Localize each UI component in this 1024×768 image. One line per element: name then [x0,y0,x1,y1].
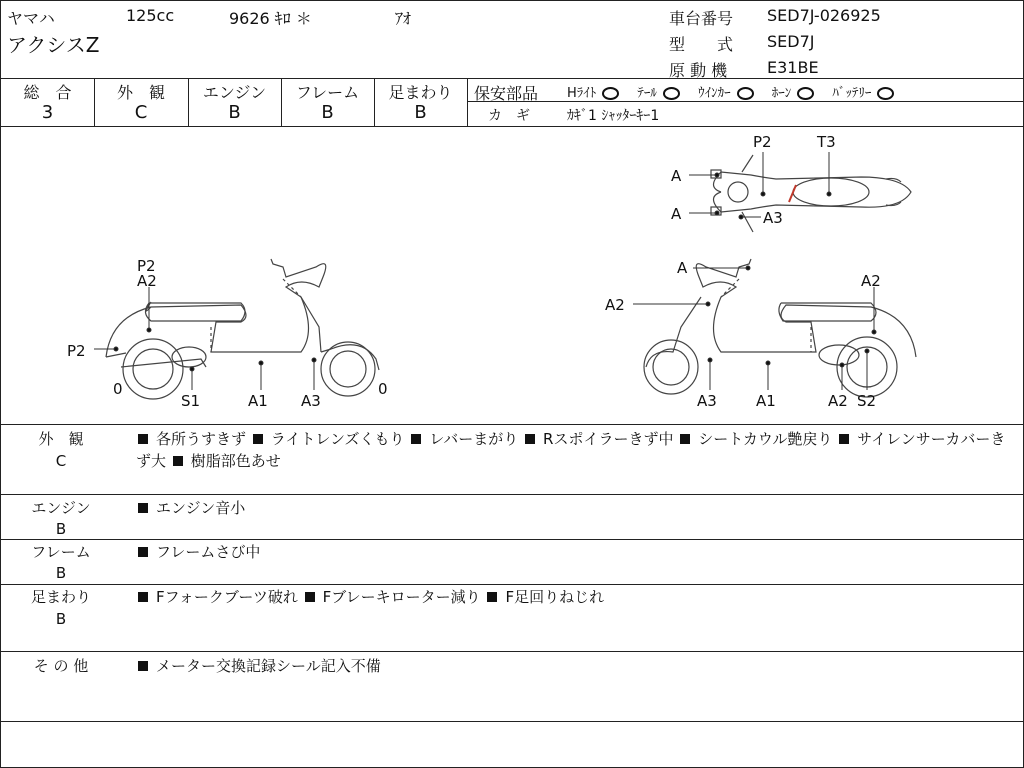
note-item: サイレンサーカバーきず大 [136,430,1006,470]
diagram-label: P2 [137,257,156,275]
bullet-square-icon [525,434,535,444]
grade-overall-label: 総 合 [23,83,72,102]
diagram-label: A [671,167,682,185]
key-label: カ ギ [488,108,530,124]
diagram-label: A3 [697,392,717,410]
diagram-label: 0 [113,380,123,398]
diagram-label: 0 [378,380,388,398]
section-exterior-notes [136,428,1016,472]
section-other-name: そ の 他 [33,657,89,675]
bullet-square-icon [138,547,148,557]
section-engine-name: エンジン [31,499,91,517]
section-frame-name: フレーム [31,543,91,561]
ok-circle-icon [737,87,754,100]
type-value: SED7J [767,32,815,51]
note-item: Rスポイラーきず中 [543,430,674,448]
divider [467,78,468,126]
diagram-label: A2 [137,272,157,290]
section-engine-grade: B [55,520,67,538]
section-engine-notes [136,497,1016,519]
ok-circle-icon [663,87,680,100]
diagram-label: P2 [67,342,86,360]
model-name: アクシスZ [7,33,100,57]
grade-engine-label: エンジン [202,83,267,102]
grade-engine-value: B [228,102,241,123]
bullet-square-icon [839,434,849,444]
bullet-square-icon [487,592,497,602]
bullet-square-icon [138,503,148,513]
divider [1,651,1023,652]
ok-circle-icon [877,87,894,100]
diagram-label: A [677,259,688,277]
safety-item-tail: ﾃｰﾙ [637,86,657,101]
divider [1,494,1023,495]
divider [1,721,1023,722]
note-item: 樹脂部色あせ [190,452,281,470]
frame-no-label: 車台番号 [669,9,734,28]
engine-value: E31BE [767,58,819,77]
note-item: ライトレンズくもり [270,430,405,448]
key-value: ｶｷﾞ1 ｼｬｯﾀｰｷｰ1 [567,108,660,124]
note-item: F足回りねじれ [505,588,605,606]
section-suspension-notes [136,586,1016,608]
divider [1,78,1023,79]
bullet-square-icon [173,456,183,466]
note-item: 各所うすきず [156,430,247,448]
diagram-label: T3 [817,133,836,151]
mileage: 9626 ｷﾛ ＊ [229,9,312,28]
diagram-label: A2 [828,392,848,410]
bullet-square-icon [305,592,315,602]
section-frame-notes [136,541,1016,563]
divider [1,424,1023,425]
damage-diagram [1,127,1023,425]
bullet-square-icon [680,434,690,444]
diagram-label: P2 [753,133,772,151]
section-other-notes [136,655,1016,677]
maker: ヤマハ [7,9,55,28]
bullet-square-icon [138,661,148,671]
scooter-top-view-icon [711,155,911,232]
section-exterior-name: 外 観 [38,430,84,448]
divider [1,584,1023,585]
color: ｱｵ [395,9,412,28]
diagram-label: A3 [301,392,321,410]
safety-label: 保安部品 [474,84,539,103]
divider [1,539,1023,540]
bullet-square-icon [138,434,148,444]
section-suspension-name: 足まわり [30,588,91,606]
diagram-label: A2 [605,296,625,314]
note-item: Fブレーキローター減り [322,588,481,606]
section-suspension-grade: B [55,610,67,628]
safety-item-battery: ﾊﾞｯﾃﾘｰ [832,86,872,101]
ok-circle-icon [602,87,619,100]
section-frame-grade: B [55,564,67,582]
ok-circle-icon [797,87,814,100]
grade-overall-value: 3 [41,102,54,123]
bullet-square-icon [253,434,263,444]
note-item: レバーまがり [429,430,519,448]
diagram-label: A1 [756,392,776,410]
diagram-label: A1 [248,392,268,410]
grade-exterior-label: 外 観 [116,83,165,102]
note-item: Fフォークブーツ破れ [156,588,298,606]
diagram-label: A2 [861,272,881,290]
section-exterior-grade: C [55,452,67,470]
bullet-square-icon [138,592,148,602]
grade-frame-label: フレーム [295,83,360,102]
note-item: シートカウル艶戻り [698,430,833,448]
grade-exterior-value: C [134,102,148,123]
safety-item-winker: ｳｲﾝｶｰ [698,86,731,101]
note-item: エンジン音小 [156,499,246,517]
displacement: 125cc [126,6,175,25]
grade-suspension-value: B [414,102,427,123]
diagram-label: A3 [763,209,783,227]
grade-frame-value: B [321,102,334,123]
note-item: メーター交換記録シール記入不備 [156,657,381,675]
bullet-square-icon [411,434,421,444]
diagram-label: A [671,205,682,223]
frame-no: SED7J-026925 [767,6,881,25]
engine-label: 原 動 機 [669,61,728,80]
note-item: フレームさび中 [156,543,261,561]
damage-mark-icon [789,185,796,202]
type-label: 型 式 [669,35,734,54]
diagram-label: S1 [181,392,201,410]
safety-item-horn: ﾎｰﾝ [771,86,792,101]
safety-item-headlight: Hﾗｲﾄ [567,86,597,101]
diagram-label: S2 [857,392,877,410]
safety-items [567,82,894,101]
divider [467,101,1023,102]
grade-suspension-label: 足まわり [388,83,453,102]
